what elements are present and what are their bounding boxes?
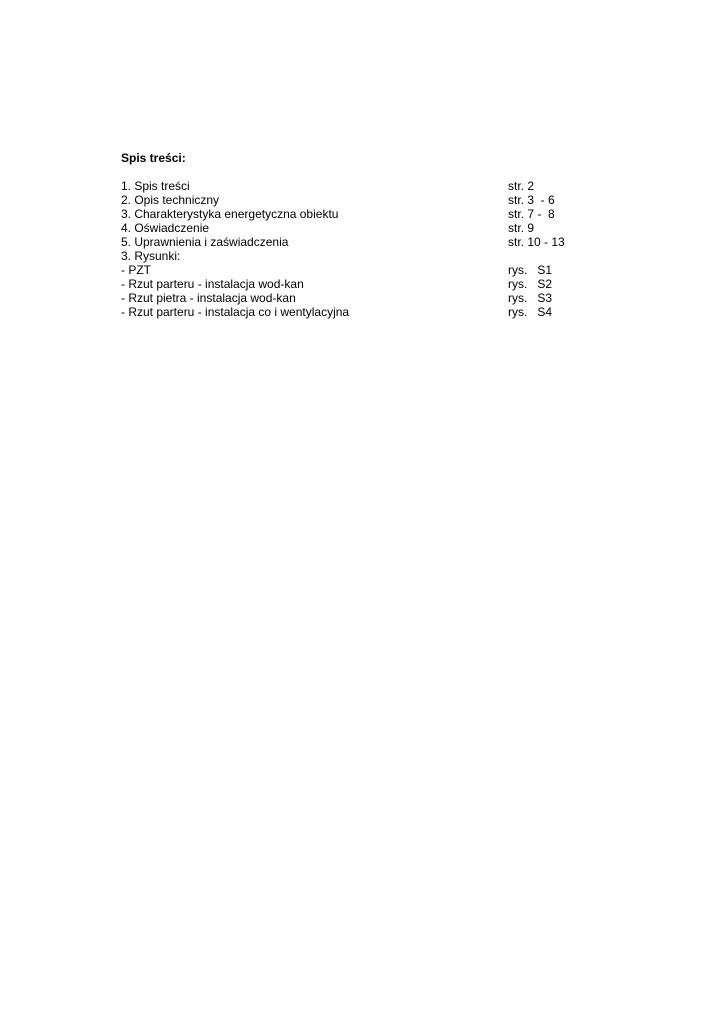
toc-entry-page-ref: str. 3 - 6 <box>508 193 555 207</box>
toc-entry-drawing-ref: rys. S3 <box>508 291 553 305</box>
toc-entry-label: - Rzut parteru - instalacja co i wentylacyjna <box>121 305 350 319</box>
toc-list <box>121 179 601 319</box>
toc-entry <box>121 207 601 221</box>
toc-entry <box>121 263 601 277</box>
toc-entry-label: 3. Rysunki: <box>121 249 181 263</box>
toc-entry-drawing-ref: rys. S1 <box>508 263 553 277</box>
toc-entry-drawing-ref: rys. S4 <box>508 305 553 319</box>
toc-title: Spis treści: <box>121 151 186 165</box>
toc-entry-label: - Rzut pietra - instalacja wod-kan <box>121 291 296 305</box>
toc-entry-label: - PZT <box>121 263 151 277</box>
toc-entry-page-ref: str. 9 <box>508 221 535 235</box>
toc-entry <box>121 235 601 249</box>
toc-entry-page-ref: str. 7 - 8 <box>508 207 555 221</box>
toc-entry-label: 2. Opis techniczny <box>121 193 220 207</box>
toc-entry-label: 5. Uprawnienia i zaświadczenia <box>121 235 289 249</box>
toc-entry-label: - Rzut parteru - instalacja wod-kan <box>121 277 304 291</box>
toc-entry-page-ref: str. 2 <box>508 179 535 193</box>
toc-entry-page-ref: str. 10 - 13 <box>508 235 565 249</box>
toc-entry <box>121 193 601 207</box>
toc-entry <box>121 291 601 305</box>
toc-entry-label: 3. Charakterystyka energetyczna obiektu <box>121 207 339 221</box>
toc-entry <box>121 305 601 319</box>
toc-entry <box>121 179 601 193</box>
toc-entry-drawing-ref: rys. S2 <box>508 277 553 291</box>
toc-entry <box>121 221 601 235</box>
toc-entry-label: 1. Spis treści <box>121 179 190 193</box>
toc-section-heading <box>121 249 601 263</box>
toc-entry-label: 4. Oświadczenie <box>121 221 210 235</box>
toc-entry <box>121 277 601 291</box>
